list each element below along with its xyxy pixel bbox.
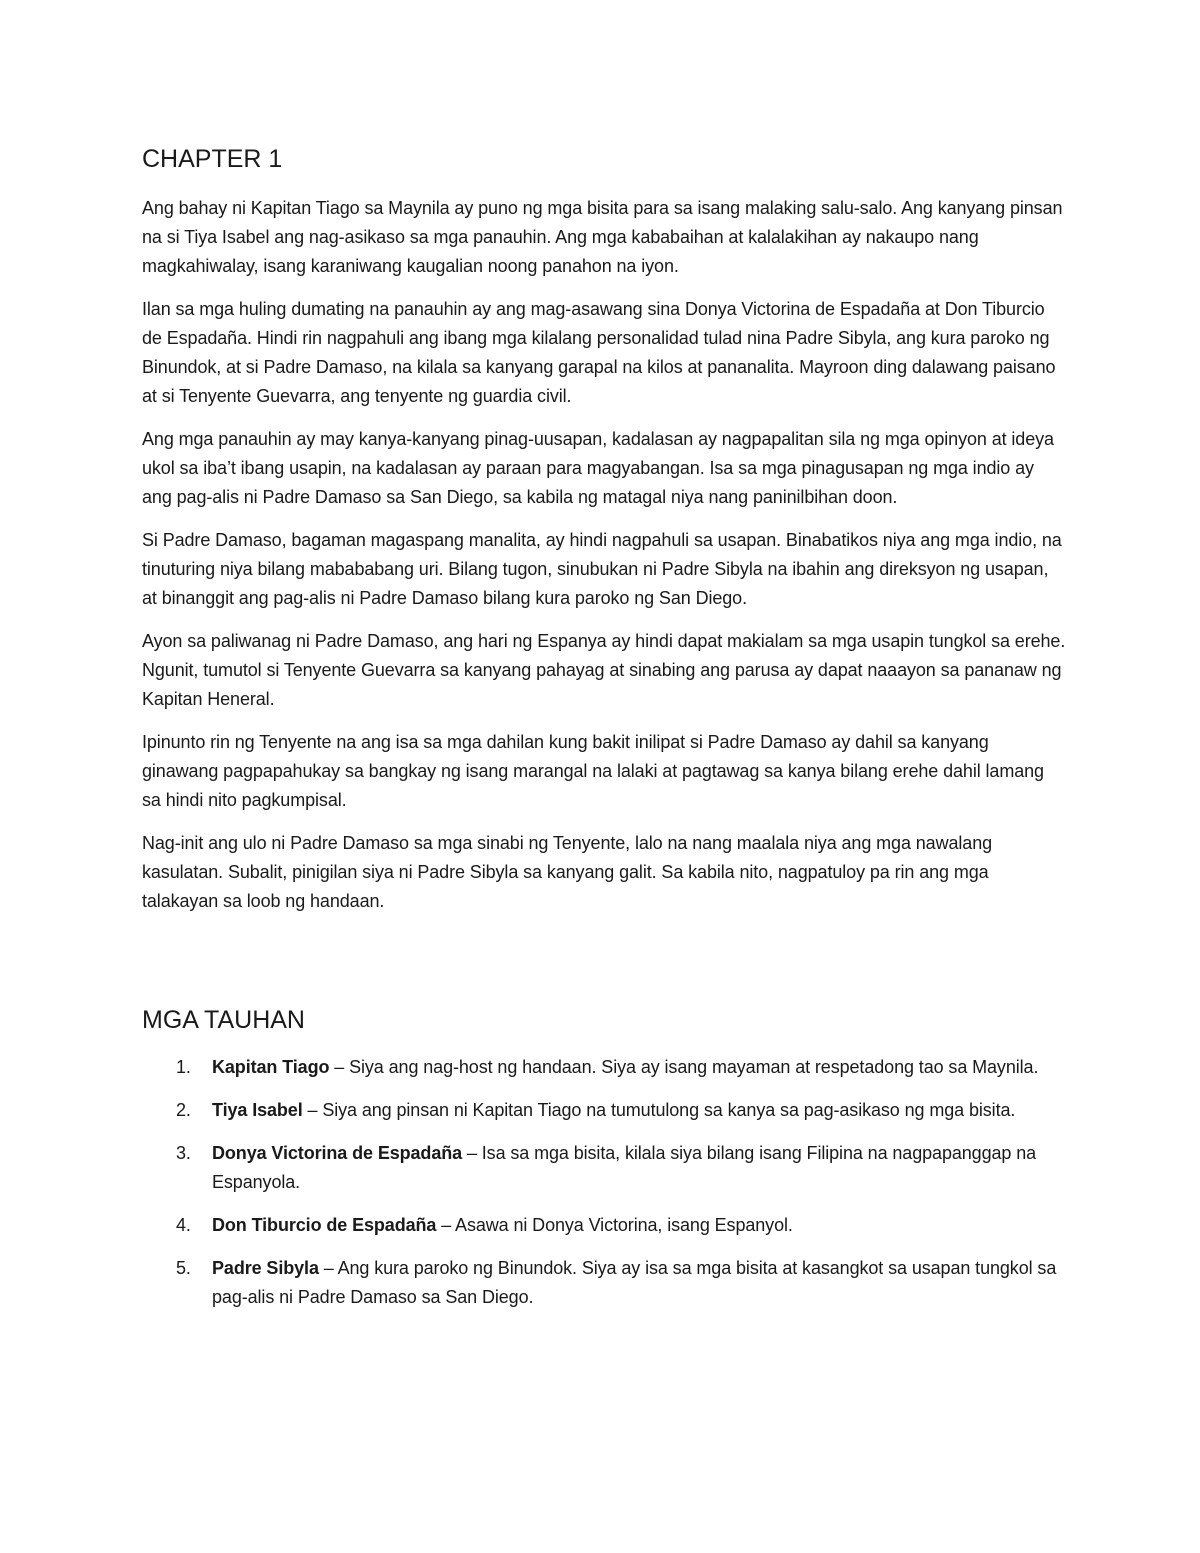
tauhan-heading: MGA TAUHAN [142, 1006, 305, 1034]
character-name: Tiya Isabel [212, 1100, 303, 1120]
character-name: Donya Victorina de Espadaña [212, 1143, 463, 1163]
list-item [142, 1211, 1067, 1240]
paragraph: Ang mga panauhin ay may kanya-kanyang pinag-uusapan, kadalasan ay nagpapalitan sila ng mga opinyon at ideya ukol sa iba’t ibang usapin, na kadalasan ay paraan para magyabangan. Isa sa mga pinagusapan ng mga indio ay ang pag-alis ni Padre Damaso sa San Diego, sa kabila ng matagal niya nang paninilbihan doon. [142, 429, 1054, 507]
list-number: 5. [176, 1258, 191, 1278]
chapter-heading: CHAPTER 1 [142, 145, 283, 173]
paragraph: Nag-init ang ulo ni Padre Damaso sa mga sinabi ng Tenyente, lalo na nang maalala niya ang mga nawalang kasulatan. Subalit, pinigilan siya ni Padre Sibyla sa kanyang galit. Sa kabila nito, nagpatuloy pa rin ang mga talakayan sa loob ng handaan. [142, 833, 993, 911]
character-description: – Asawa ni Donya Victorina, isang Espanyol. [436, 1215, 793, 1235]
list-item [142, 1053, 1067, 1082]
character-description: – Siya ang pinsan ni Kapitan Tiago na tumutulong sa kanya sa pag-asikaso ng mga bisita. [302, 1100, 1016, 1120]
list-item [142, 1139, 1067, 1197]
character-description: – Siya ang nag-host ng handaan. Siya ay isang mayaman at respetadong tao sa Maynila. [329, 1057, 1039, 1077]
list-item [142, 1254, 1067, 1312]
list-number: 3. [176, 1143, 191, 1163]
paragraph: Ipinunto rin ng Tenyente na ang isa sa mga dahilan kung bakit inilipat si Padre Damaso ay dahil sa kanyang ginawang pagpapahukay sa bangkay ng isang marangal na lalaki at pagtawag sa kanya bilang erehe dahil lamang sa hindi nito pagkumpisal. [142, 732, 1044, 810]
character-list [142, 1053, 1067, 1326]
character-name: Don Tiburcio de Espadaña [212, 1215, 437, 1235]
character-name: Kapitan Tiago [212, 1057, 330, 1077]
paragraph: Ayon sa paliwanag ni Padre Damaso, ang hari ng Espanya ay hindi dapat makialam sa mga usapin tungkol sa erehe. Ngunit, tumutol si Tenyente Guevarra sa kanyang pahayag at sinabing ang parusa ay dapat naaayon sa pananaw ng Kapitan Heneral. [142, 631, 1066, 709]
paragraph: Si Padre Damaso, bagaman magaspang manalita, ay hindi nagpahuli sa usapan. Binabatikos niya ang mga indio, na tinuturing niya bilang mabababang uri. Bilang tugon, sinubukan ni Padre Sibyla na ibahin ang direksyon ng usapan, at binanggit ang pag-alis ni Padre Damaso bilang kura paroko ng San Diego. [142, 530, 1062, 608]
character-description: – Ang kura paroko ng Binundok. Siya ay isa sa mga bisita at kasangkot sa usapan tungkol sa pag-alis ni Padre Damaso sa San Diego. [212, 1258, 1057, 1307]
list-number: 1. [176, 1057, 191, 1077]
character-description: – Isa sa mga bisita, kilala siya bilang isang Filipina na nagpapanggap na Espanyola. [212, 1143, 1037, 1192]
character-name: Padre Sibyla [212, 1258, 319, 1278]
chapter-body [142, 194, 1067, 930]
list-number: 2. [176, 1100, 191, 1120]
list-item [142, 1096, 1067, 1125]
paragraph: Ilan sa mga huling dumating na panauhin ay ang mag-asawang sina Donya Victorina de Espadaña at Don Tiburcio de Espadaña. Hindi rin nagpahuli ang ibang mga kilalang personalidad tulad nina Padre Sibyla, ang kura paroko ng Binundok, at si Padre Damaso, na kilala sa kanyang garapal na kilos at pananalita. Mayroon ding dalawang paisano at si Tenyente Guevarra, ang tenyente ng guardia civil. [142, 299, 1056, 406]
paragraph: Ang bahay ni Kapitan Tiago sa Maynila ay puno ng mga bisita para sa isang malaking salu-salo. Ang kanyang pinsan na si Tiya Isabel ang nag-asikaso sa mga panauhin. Ang mga kababaihan at kalalakihan ay nakaupo nang magkahiwalay, isang karaniwang kaugalian noong panahon na iyon. [142, 198, 1063, 276]
list-number: 4. [176, 1215, 191, 1235]
